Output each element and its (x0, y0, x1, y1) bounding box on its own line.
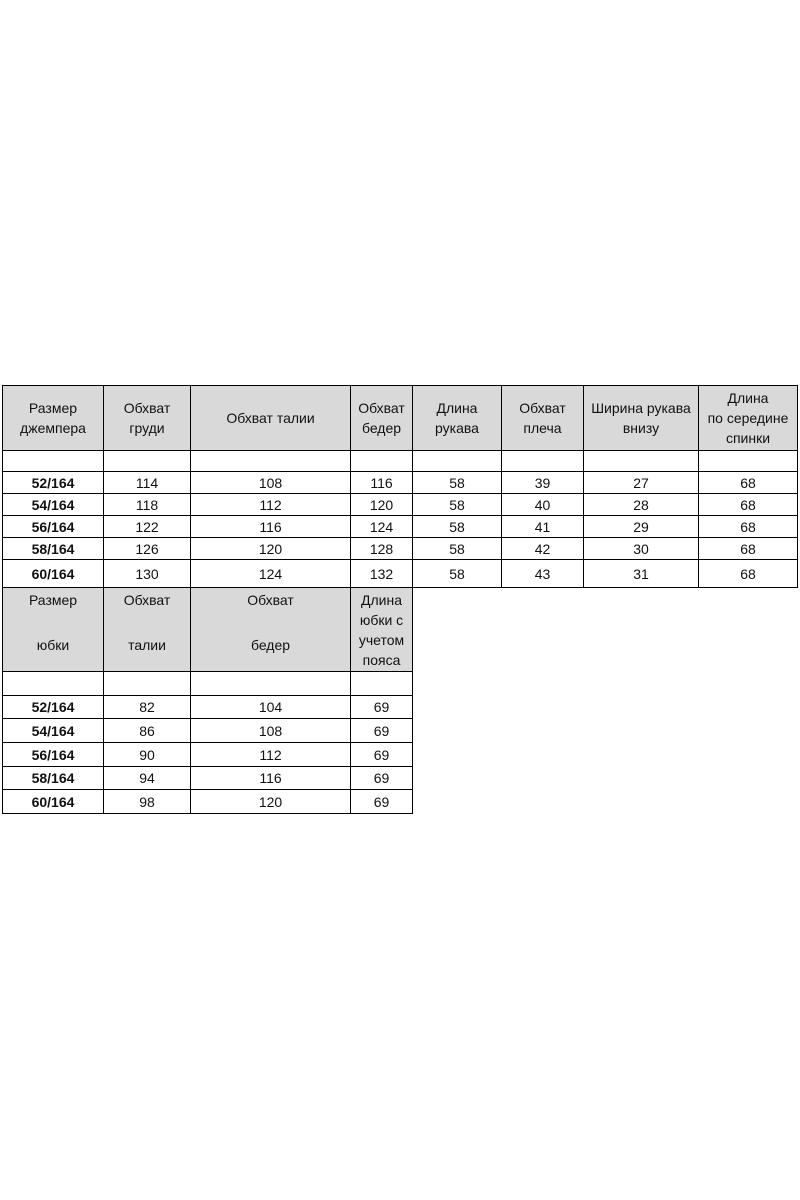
jumper-header-chest: Обхват груди (104, 386, 190, 450)
jumper-row-2-back-length: 68 (740, 496, 756, 513)
jumper-row-4-chest: 126 (135, 540, 159, 557)
jumper-row-1-sleeve-length: 58 (449, 474, 465, 491)
jumper-header-hips: Обхват бедер (351, 386, 412, 450)
jumper-row-2-size: 54/164 (31, 496, 75, 513)
jumper-header-waist: Обхват талии (191, 386, 350, 450)
skirt-row-5-size: 60/164 (31, 793, 75, 810)
jumper-row-5-sleeve-length: 58 (449, 565, 465, 582)
jumper-row-5-sleeve-width: 31 (633, 565, 649, 582)
skirt-row-5-length: 69 (373, 793, 390, 810)
skirt-header-hips-line2: бедер (250, 637, 291, 653)
jumper-row-3-shoulder: 41 (534, 518, 551, 535)
jumper-row-3-size: 56/164 (31, 518, 75, 535)
jumper-row-2-waist: 112 (259, 496, 282, 513)
jumper-row-4-hips: 128 (369, 540, 394, 557)
jumper-row-2-hips: 120 (369, 496, 394, 513)
jumper-row-4-sleeve-length: 58 (449, 540, 465, 557)
skirt-row-2-hips: 108 (258, 722, 283, 739)
jumper-row-1-sleeve-width: 27 (633, 474, 649, 491)
skirt-row-4-size: 58/164 (31, 770, 75, 786)
jumper-row-5-waist: 124 (258, 565, 283, 582)
jumper-row-5-shoulder: 43 (534, 565, 551, 582)
skirt-row-2-size: 54/164 (31, 722, 75, 739)
jumper-header-back-length: Длина по середине спинки (699, 386, 797, 450)
skirt-row-3-length: 69 (373, 746, 390, 763)
jumper-header-shoulder: Обхват плеча (502, 386, 583, 450)
skirt-header-length: Длина юбки с учетом пояса (351, 588, 412, 671)
jumper-row-2-sleeve-length: 58 (449, 496, 465, 513)
skirt-row-4-length: 69 (373, 770, 390, 786)
jumper-row-1-waist: 108 (258, 474, 283, 491)
skirt-row-4-hips: 116 (259, 770, 282, 786)
skirt-row-3-waist: 90 (139, 746, 155, 763)
jumper-header-size: Размер джемпера (3, 386, 103, 450)
jumper-row-4-size: 58/164 (31, 540, 75, 557)
jumper-row-5-hips: 132 (369, 565, 394, 582)
jumper-row-1-shoulder: 39 (534, 474, 551, 491)
skirt-row-3-size: 56/164 (31, 746, 75, 763)
jumper-row-4-waist: 120 (258, 540, 283, 557)
skirt-row-1-length: 69 (373, 699, 390, 715)
jumper-header-sleeve-length: Длина рукава (413, 386, 501, 450)
skirt-row-5-waist: 98 (139, 793, 155, 810)
jumper-row-3-hips: 124 (369, 518, 394, 535)
jumper-row-2-sleeve-width: 28 (633, 496, 649, 513)
skirt-row-1-size: 52/164 (31, 699, 75, 715)
jumper-row-2-shoulder: 40 (534, 496, 551, 513)
skirt-row-5-hips: 120 (258, 793, 283, 810)
jumper-row-1-size: 52/164 (31, 474, 75, 491)
jumper-row-3-back-length: 68 (740, 518, 756, 535)
jumper-header-sleeve-width: Ширина рукава внизу (584, 386, 698, 450)
skirt-header-size-line1: Размер (28, 592, 78, 608)
jumper-row-5-back-length: 68 (740, 565, 756, 582)
skirt-row-1-hips: 104 (258, 699, 283, 715)
skirt-row-3-hips: 112 (259, 746, 282, 763)
skirt-row-4-waist: 94 (139, 770, 155, 786)
skirt-header-waist-line1: Обхват (123, 592, 171, 608)
jumper-row-4-back-length: 68 (740, 540, 756, 557)
jumper-row-5-chest: 130 (135, 565, 159, 582)
skirt-header-hips-line1: Обхват (247, 592, 294, 608)
jumper-row-4-shoulder: 42 (534, 540, 551, 557)
jumper-row-1-back-length: 68 (740, 474, 756, 491)
jumper-row-5-size: 60/164 (31, 565, 75, 582)
skirt-header-size-line2: юбки (36, 637, 70, 653)
jumper-row-3-chest: 122 (135, 518, 159, 535)
jumper-row-3-sleeve-width: 29 (633, 518, 649, 535)
skirt-row-1-waist: 82 (139, 699, 155, 715)
jumper-row-4-sleeve-width: 30 (633, 540, 649, 557)
jumper-row-2-chest: 118 (135, 496, 159, 513)
skirt-row-2-waist: 86 (139, 722, 155, 739)
jumper-row-3-sleeve-length: 58 (449, 518, 465, 535)
jumper-row-3-waist: 116 (259, 518, 282, 535)
skirt-row-2-length: 69 (373, 722, 390, 739)
skirt-header-waist-line2: талии (128, 637, 166, 653)
jumper-row-1-chest: 114 (135, 474, 159, 491)
jumper-row-1-hips: 116 (370, 474, 393, 491)
